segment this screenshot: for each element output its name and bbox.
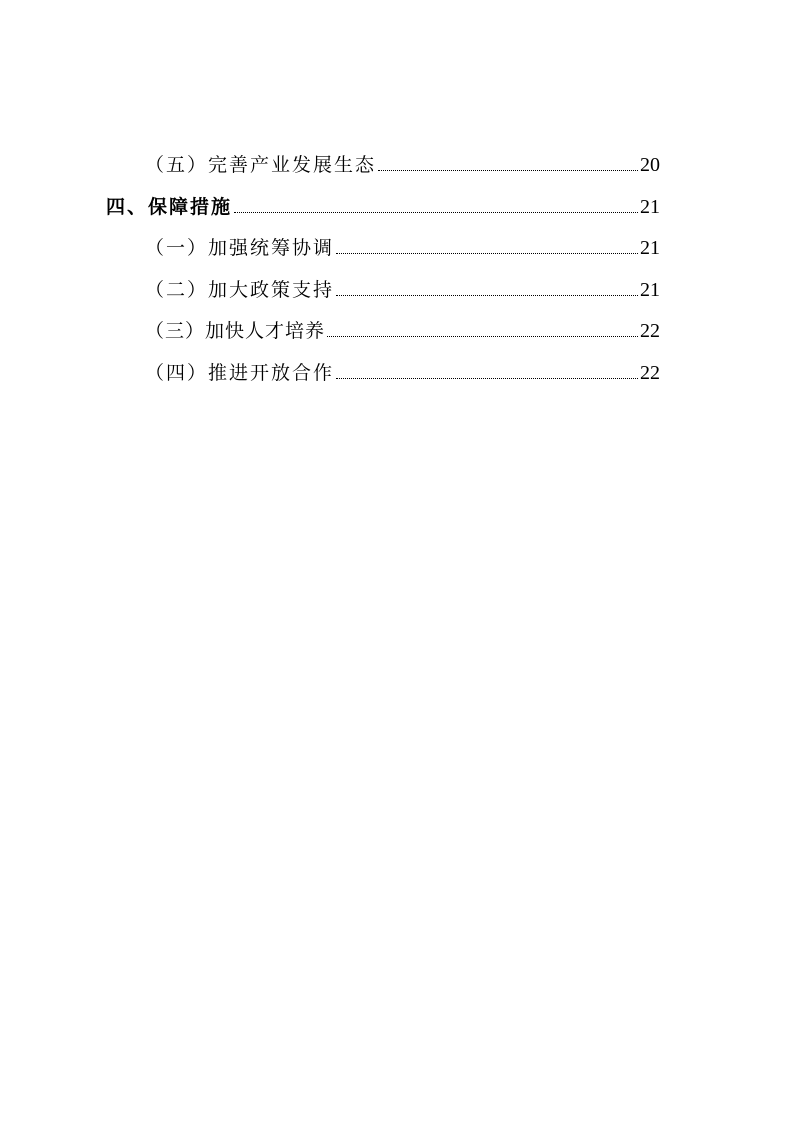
toc-page-number: 21 bbox=[640, 279, 660, 301]
toc-page-number: 21 bbox=[640, 196, 660, 218]
toc-entry-san[interactable] bbox=[145, 312, 660, 342]
toc-dot-leader bbox=[336, 295, 638, 296]
toc-page-number: 22 bbox=[640, 320, 660, 342]
toc-entry-title: （五）完善产业发展生态 bbox=[145, 154, 377, 176]
toc-entry-title: （三）加快人才培养 bbox=[145, 320, 326, 342]
toc-entry-title: （四）推进开放合作 bbox=[145, 362, 335, 384]
toc-section-title: 四、保障措施 bbox=[106, 196, 233, 218]
toc-page-number: 21 bbox=[640, 237, 660, 259]
toc-entry-title: （一）加强统筹协调 bbox=[145, 237, 335, 259]
toc-dot-leader bbox=[234, 212, 638, 213]
toc-dot-leader bbox=[378, 170, 638, 171]
toc-dot-leader bbox=[336, 253, 638, 254]
toc-dot-leader bbox=[327, 336, 638, 337]
toc-page-number: 20 bbox=[640, 154, 660, 176]
toc-entry-er[interactable] bbox=[145, 271, 660, 301]
toc-entry-si[interactable] bbox=[145, 354, 660, 384]
toc-entry-title: （二）加大政策支持 bbox=[145, 279, 335, 301]
toc-entry-section-four[interactable] bbox=[106, 188, 660, 218]
toc-entry-yi[interactable] bbox=[145, 229, 660, 259]
toc-page-number: 22 bbox=[640, 362, 660, 384]
toc-entry-wu[interactable] bbox=[145, 146, 660, 176]
toc-dot-leader bbox=[336, 378, 638, 379]
